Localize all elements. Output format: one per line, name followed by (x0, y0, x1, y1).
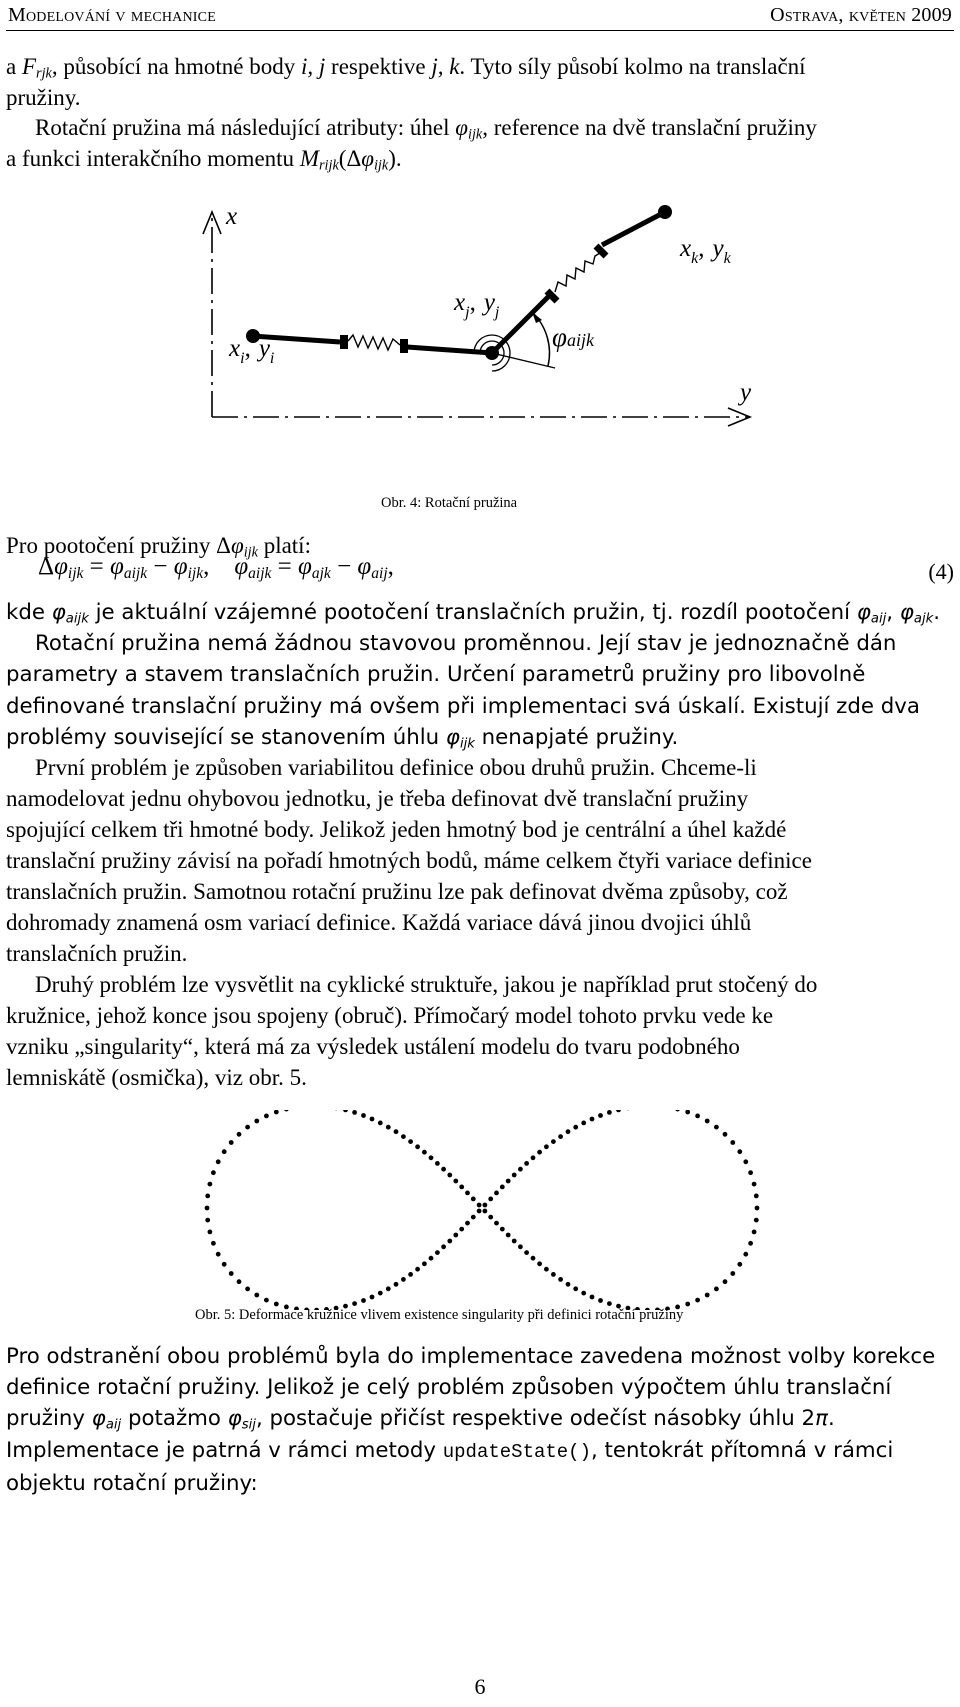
text-line: pružiny $\varphi_{aij}$ potažmo $\varphi_{sij}$, postačuje přičíst respektive odečíst násobky úhlu 2π. (6, 1406, 835, 1433)
lemniscate-dot (477, 1203, 482, 1208)
lemniscate-dot (607, 1301, 612, 1306)
lemniscate-dot (500, 1227, 505, 1232)
lemniscate-dot (518, 1244, 523, 1249)
lemniscate-dot (754, 1194, 759, 1199)
lemniscate-dot (394, 1282, 399, 1287)
lemniscate-dot (616, 1110, 621, 1112)
lemniscate-dot (415, 1267, 420, 1272)
lemniscate-dot (441, 1167, 446, 1172)
lemniscate-dot (518, 1167, 523, 1172)
lemniscate-dot (361, 1298, 366, 1303)
lemniscate-dot (459, 1185, 464, 1190)
lemniscate-dot (401, 1134, 406, 1139)
lemniscate-dot (378, 1121, 383, 1126)
lemniscate-dot (695, 1298, 700, 1303)
lemniscate-dot (512, 1173, 517, 1178)
lemniscate-dot (408, 1272, 413, 1277)
lemniscate-dot (714, 1287, 719, 1292)
lemniscate-figure (0, 1110, 960, 1310)
lemniscate-dot (500, 1185, 505, 1190)
lemniscate-dot (730, 1140, 735, 1145)
text-line: lemniskátě (osmička), viz obr. 5. (6, 1065, 307, 1090)
text-line: definované translační pružiny má ovšem při implementaci svá úskalí. Existují zde dva (6, 693, 920, 719)
body-paragraph-4 (6, 1341, 954, 1499)
lemniscate-dot (581, 1121, 586, 1126)
lemniscate-dot (675, 1110, 680, 1112)
lemniscate-dot (386, 1125, 391, 1130)
lemniscate-dot (222, 1262, 227, 1267)
lemniscate-dot (590, 1117, 595, 1122)
lemniscate-dot (229, 1271, 234, 1276)
lemniscate-dot (237, 1132, 242, 1137)
mass-point-k (658, 205, 672, 219)
lemniscate-dot (537, 1150, 542, 1155)
lemniscate-dot (352, 1110, 357, 1115)
lemniscate-dot (573, 1125, 578, 1130)
lemniscate-dot (237, 1279, 242, 1284)
lemniscate-dot (222, 1149, 227, 1154)
lemniscate-dot (216, 1159, 221, 1164)
lemniscate-dot (422, 1261, 427, 1266)
lemniscate-dot (748, 1241, 753, 1246)
lemniscate-dot (743, 1159, 748, 1164)
lemniscate-dot (205, 1194, 210, 1199)
lemniscate-dot (524, 1161, 529, 1166)
text-line: Rotační pružina má následující atributy: úhel $\varphi_{ijk}$, reference na dvě translační pružiny (35, 115, 817, 143)
lemniscate-dot (378, 1291, 383, 1296)
text-line: namodelovat jednu ohybovou jednotku, je třeba definovat dvě translační pružiny (6, 786, 749, 811)
figure4-caption: Obr. 4: Rotační pružina (381, 495, 518, 511)
text-line: dohromady znamená osm variací definice. Každá variace dává jinou dvojici úhlů (6, 910, 752, 935)
lemniscate-dot (447, 1173, 452, 1178)
lemniscate-dot (429, 1155, 434, 1160)
lemniscate-dot (551, 1272, 556, 1277)
lemniscate-dot (494, 1221, 499, 1226)
text-line: vzniku „singularity“, která má za výsledek ustálení modelu do tvaru podobného (6, 1034, 740, 1059)
lemniscate-dot (531, 1256, 536, 1261)
lemniscate-dot (737, 1262, 742, 1267)
lemniscate-dot (401, 1277, 406, 1282)
text-line: kde $\varphi_{aijk}$ je aktuální vzájemné pootočení translačních pružin, tj. rozdíl pootočení $\varphi_{aij}$, $\varphi_{ajk}$. (6, 600, 941, 627)
lemniscate-dot (435, 1250, 440, 1255)
text-line: objektu rotační pružiny: (6, 1470, 258, 1496)
label-xi-yi: $x_i$, $y_i$ (229, 335, 275, 367)
text-line: Druhý problém lze vysvětlit na cyklické struktuře, jakou je například prut stočený do (35, 972, 818, 997)
axis-x-label: x (226, 203, 238, 230)
lemniscate-dot (254, 1119, 259, 1124)
lemniscate-dot (274, 1302, 279, 1307)
figure5-caption: Obr. 5: Deformace kružnice vlivem existence singularity při definici rotační pružiny (195, 1307, 684, 1323)
body-paragraph-1 (6, 597, 954, 753)
lemniscate-dot (558, 1277, 563, 1282)
rotational-spring-figure (0, 200, 960, 480)
text-line: a funkci interakčního momentu $M_{rijk}(\Delta\varphi_{ijk})$. (6, 146, 402, 174)
lemniscate-dot (524, 1250, 529, 1255)
lemniscate-dot (208, 1182, 213, 1187)
lemniscate-dot (730, 1271, 735, 1276)
lemniscate-dot (343, 1110, 348, 1112)
axis-x (203, 212, 221, 417)
lemniscate-dot (558, 1134, 563, 1139)
lemniscate-dot (566, 1129, 571, 1134)
body-paragraph-3 (6, 969, 954, 1093)
lemniscate-dot (205, 1206, 210, 1211)
lemniscate-dot (229, 1140, 234, 1145)
label-xk-yk: $x_k$, $y_k$ (680, 235, 731, 267)
section-title: Pro pootočení pružiny $\Delta\varphi_{ijk}$ platí: (6, 533, 311, 561)
axis-y-label: y (740, 379, 752, 406)
lemniscate-dot (590, 1295, 595, 1300)
lemniscate-dot (743, 1252, 748, 1257)
text-line: translačních pružin. Samotnou rotační pružinu lze pak definovat dvěma způsoby, což (6, 879, 788, 904)
lemniscate-dot (447, 1239, 452, 1244)
label-xj-yj: $x_j$, $y_j$ (454, 289, 500, 321)
lemniscate-dot (471, 1215, 476, 1220)
body-paragraph-2 (6, 752, 954, 969)
lemniscate-dot (352, 1301, 357, 1306)
lemniscate-dot (429, 1256, 434, 1261)
lemniscate-dot (685, 1302, 690, 1307)
lemniscate-dot (483, 1203, 488, 1208)
axis-y (212, 408, 750, 426)
text-line: definice rotační pružiny. Jelikož je celý problém způsoben výpočtem úhlu translační (6, 1375, 892, 1401)
lemniscate-dot (573, 1286, 578, 1291)
lemniscate-dot (512, 1239, 517, 1244)
text-line: pružiny. (6, 84, 81, 110)
lemniscate-dot (551, 1139, 556, 1144)
page-number: 6 (474, 1674, 486, 1699)
lemniscate-dot (254, 1293, 259, 1298)
text-line: Pro odstranění obou problémů byla do implementace zavedena možnost volby korekce (6, 1344, 936, 1369)
text-line: spojující celkem tři hmotné body. Jelikož jeden hmotný bod je centrální a úhel každé (6, 817, 787, 842)
lemniscate-dot (705, 1293, 710, 1298)
lemniscate-dot (488, 1215, 493, 1220)
lemniscate-dot (494, 1191, 499, 1196)
lemniscate-dot (459, 1227, 464, 1232)
lemniscate-dot (506, 1233, 511, 1238)
lemniscate-dot (205, 1218, 210, 1223)
lemniscate-dot (544, 1267, 549, 1272)
lemniscate-dot (465, 1191, 470, 1196)
code-method-name: updateState() (442, 1440, 591, 1463)
lemniscate-dot (453, 1179, 458, 1184)
lemniscate-dot (435, 1161, 440, 1166)
lemniscate-dot (607, 1110, 612, 1115)
translational-spring-ij (253, 335, 492, 353)
lemniscate-dot (370, 1117, 375, 1122)
text-line: parametry a stavem translačních pružin. Určení parametrů pružiny pro libovolně (6, 662, 866, 688)
lemniscate-dot (752, 1182, 757, 1187)
lemniscate-dot (211, 1241, 216, 1246)
lemniscate-dot (408, 1139, 413, 1144)
equation-body: $\Delta\varphi_{ijk} = \varphi_{aijk} - \varphi_{ijk}$, $\varphi_{aijk} = \varphi_{ajk} - \varphi_{aij}$, (38, 553, 394, 582)
lemniscate-dot (465, 1221, 470, 1226)
lemniscate-dot (581, 1291, 586, 1296)
lemniscate-dot (531, 1155, 536, 1160)
lemniscate-dot (748, 1170, 753, 1175)
lemniscate-dot (370, 1295, 375, 1300)
lemniscate-dot (211, 1170, 216, 1175)
text-line: Implementace je patrná v rámci metody updateState(), tentokrát přítomná v rámci (6, 1437, 894, 1463)
intro-paragraph (6, 52, 954, 175)
lemniscate-dot (483, 1209, 488, 1214)
lemniscate-dot (453, 1233, 458, 1238)
lemniscate-dot (274, 1110, 279, 1114)
lemniscate-dot (264, 1114, 269, 1119)
lemniscate-dot (441, 1244, 446, 1249)
lemniscate-dot (471, 1197, 476, 1202)
text-line: translačních pružin. (6, 941, 188, 966)
lemniscate-dot (755, 1206, 760, 1211)
lemniscate-dots (205, 1110, 760, 1310)
lemniscate-dot (695, 1114, 700, 1119)
lemniscate-dot (544, 1144, 549, 1149)
lemniscate-dot (566, 1282, 571, 1287)
lemniscate-dot (723, 1132, 728, 1137)
lemniscate-dot (714, 1125, 719, 1130)
text-line: translační pružiny závisí na pořadí hmotných bodů, máme celkem čtyři variace definice (6, 848, 812, 873)
lemniscate-dot (245, 1287, 250, 1292)
lemniscate-dot (752, 1230, 757, 1235)
text-line: Rotační pružina nemá žádnou stavovou proměnnou. Její stav je jednoznačně dán (35, 631, 897, 657)
lemniscate-dot (685, 1110, 690, 1114)
lemniscate-dot (737, 1149, 742, 1154)
lemniscate-dot (415, 1144, 420, 1149)
lemniscate-dot (394, 1129, 399, 1134)
lemniscate-dot (598, 1298, 603, 1303)
lemniscate-dot (477, 1209, 482, 1214)
header-right: Ostrava, květen 2009 (770, 4, 952, 26)
angle-label: φaijk (552, 322, 594, 352)
lemniscate-dot (284, 1110, 289, 1112)
lemniscate-dot (361, 1113, 366, 1118)
lemniscate-dot (705, 1119, 710, 1124)
lemniscate-dot (754, 1218, 759, 1223)
text-line: První problém je způsoben variabilitou definice obou druhů pružin. Chceme-li (35, 755, 757, 780)
text-line: problémy související se stanovením úhlu $\varphi_{ijk}$ nenapjaté pružiny. (6, 724, 679, 752)
lemniscate-dot (422, 1150, 427, 1155)
lemniscate-dot (216, 1252, 221, 1257)
lemniscate-dot (208, 1230, 213, 1235)
page-header (6, 0, 954, 31)
equation-4 (6, 553, 954, 589)
lemniscate-dot (488, 1197, 493, 1202)
lemniscate-dot (598, 1113, 603, 1118)
lemniscate-dot (506, 1179, 511, 1184)
lemniscate-dot (264, 1298, 269, 1303)
lemniscate-dot (537, 1261, 542, 1266)
lemniscate-dot (723, 1279, 728, 1284)
equation-number: (4) (928, 559, 954, 584)
text-line: kružnice, jehož konce jsou spojeny (obruč). Přímočarý model tohoto prvku vede ke (6, 1003, 774, 1028)
lemniscate-dot (245, 1125, 250, 1130)
header-left: Modelování v mechanice (8, 4, 216, 26)
text-line: a $F_{rjk}$, působící na hmotné body i, j respektive j, k. Tyto síly působí kolmo na translační (6, 54, 806, 82)
lemniscate-dot (386, 1286, 391, 1291)
